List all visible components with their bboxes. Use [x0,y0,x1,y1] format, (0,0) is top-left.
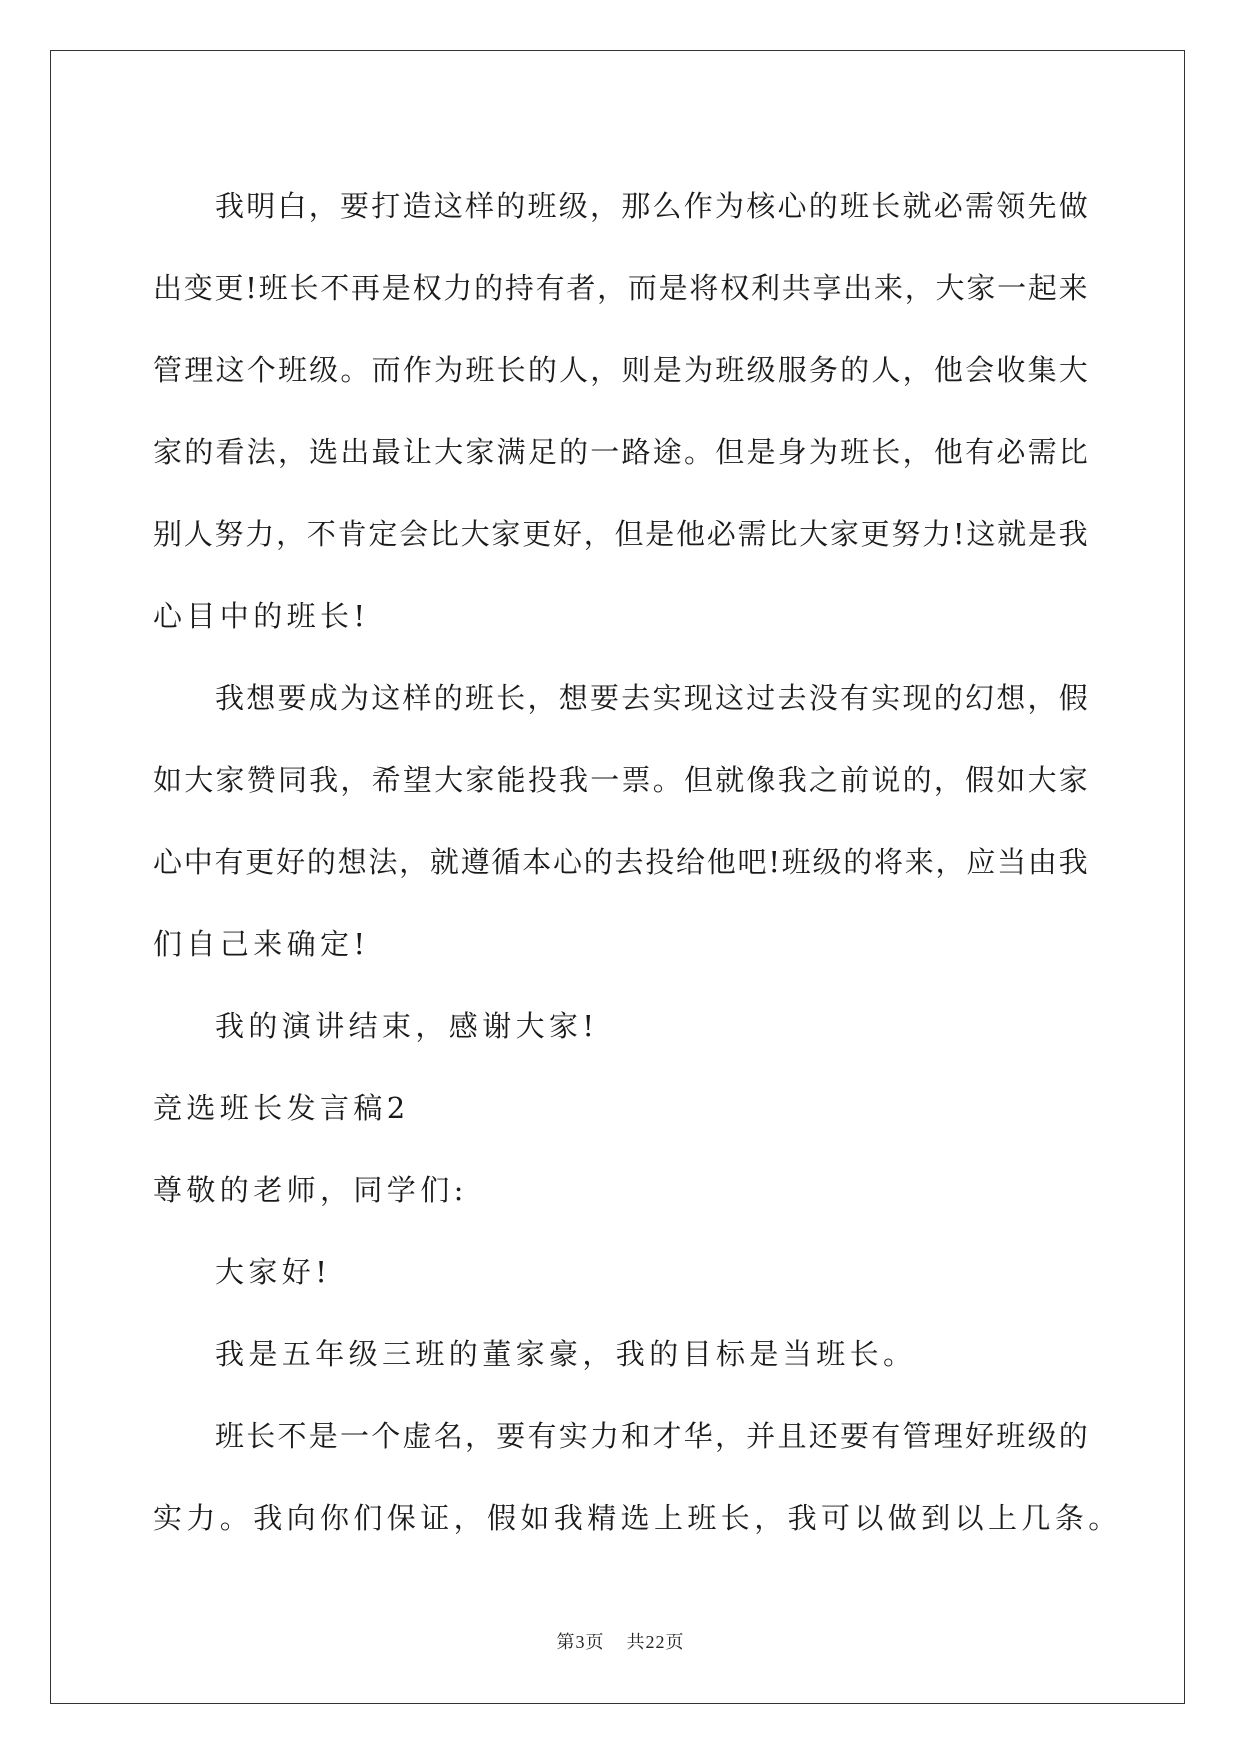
text-line: 我的演讲结束，感谢大家! [215,1009,599,1043]
text-line: 我是五年级三班的董家豪，我的目标是当班长。 [215,1337,917,1371]
page-total: 共22页 [626,1632,685,1652]
text-line: 大家好! [215,1255,332,1289]
text-line: 我 明 白 ， 要 打 造 这 样 的 班 级 ， 那 么 作 为 核 心 的 班 长 就 必 需 领 先 做 [215,189,1088,223]
text-line: 家 的 看 法 ， 选 出 最 让 大 家 满 足 的 一 路 途 。 但 是 身 为 班 长 ， 他 有 必 需 比 [153,435,1088,469]
text-line: 管 理 这 个 班 级 。 而 作 为 班 长 的 人 ， 则 是 为 班 级 服 务 的 人 ， 他 会 收 集 大 [153,353,1088,387]
page-number: 第3页 [556,1632,605,1652]
text-line: 心目中的班长! [153,599,370,633]
text-line: 我 想 要 成 为 这 样 的 班 长 ， 想 要 去 实 现 这 过 去 没 有 实 现 的 幻 想 ， 假 [215,681,1088,715]
text-line: 们自己来确定! [153,927,370,961]
section-heading: 竞选班长发言稿2 [153,1091,410,1125]
text-line: 实力。我向你们保证，假如我精选上班长，我可以做到以上几条。 [153,1501,1122,1535]
text-line: 心 中 有 更 好 的 想 法 ， 就 遵 循 本 心 的 去 投 给 他 吧 ! 班 级 的 将 来 ， 应 当 由 我 [153,845,1088,879]
salutation: 尊敬的老师，同学们: [153,1173,468,1207]
text-line: 别 人 努 力 ， 不 肯 定 会 比 大 家 更 好 ， 但 是 他 必 需 比 大 家 更 努 力 ! 这 就 是 我 [153,517,1088,551]
text-line: 出 变 更 ! 班 长 不 再 是 权 力 的 持 有 者 ， 而 是 将 权 利 共 享 出 来 ， 大 家 一 起 来 [153,271,1088,305]
document-body [153,165,1122,1559]
page-footer [0,1628,1241,1654]
text-line: 班 长 不 是 一 个 虚 名 ， 要 有 实 力 和 才 华 ， 并 且 还 要 有 管 理 好 班 级 的 [215,1419,1088,1453]
text-line: 如 大 家 赞 同 我 ， 希 望 大 家 能 投 我 一 票 。 但 就 像 我 之 前 说 的 ， 假 如 大 家 [153,763,1088,797]
